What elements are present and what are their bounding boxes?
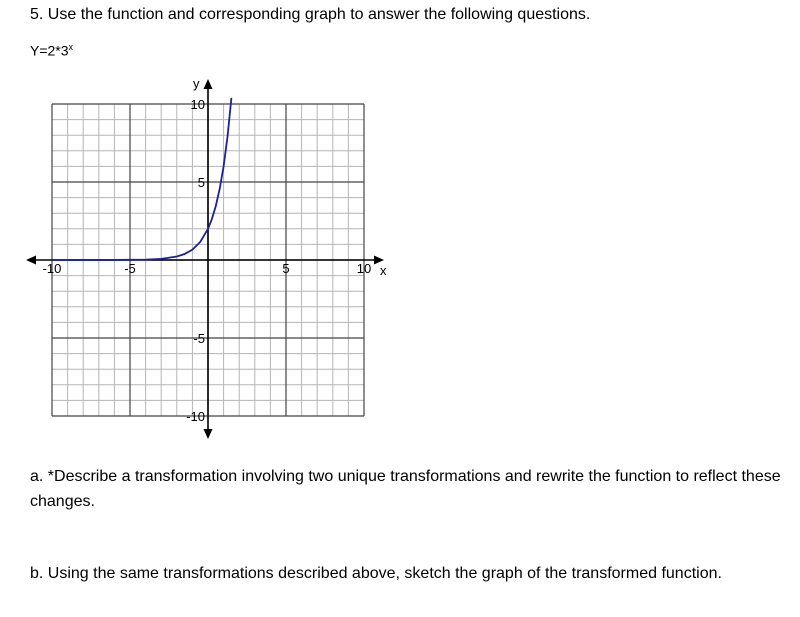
function-base: Y=2*3 <box>30 42 69 59</box>
question-title: 5. Use the function and corresponding graph to answer the following questions. <box>30 6 591 23</box>
y-tick-label: -5 <box>193 331 205 346</box>
y-tick-label: -10 <box>186 409 205 424</box>
y-axis-down-arrow <box>204 429 213 439</box>
y-axis-label: y <box>193 76 200 91</box>
function-exponent: x <box>68 42 74 52</box>
y-axis-up-arrow <box>204 79 213 89</box>
function-label <box>30 42 73 59</box>
y-tick-label: 5 <box>197 175 205 190</box>
x-tick-label: -5 <box>124 261 136 276</box>
x-tick-label: 10 <box>356 261 372 276</box>
part-b-text: b. Using the same transformations described above, sketch the graph of the transformed function. <box>30 565 722 582</box>
x-tick-label: -10 <box>42 261 62 276</box>
x-tick-label: 5 <box>282 261 290 276</box>
y-tick-label: 10 <box>190 97 205 112</box>
x-axis-label: x <box>380 263 387 278</box>
x-axis-left-arrow <box>26 256 36 265</box>
tick-labels <box>43 76 387 424</box>
function-graph <box>0 70 800 450</box>
part-a-text: a. *Describe a transformation involving two unique transformations and rewrite the function to reflect these changes. <box>30 468 781 510</box>
